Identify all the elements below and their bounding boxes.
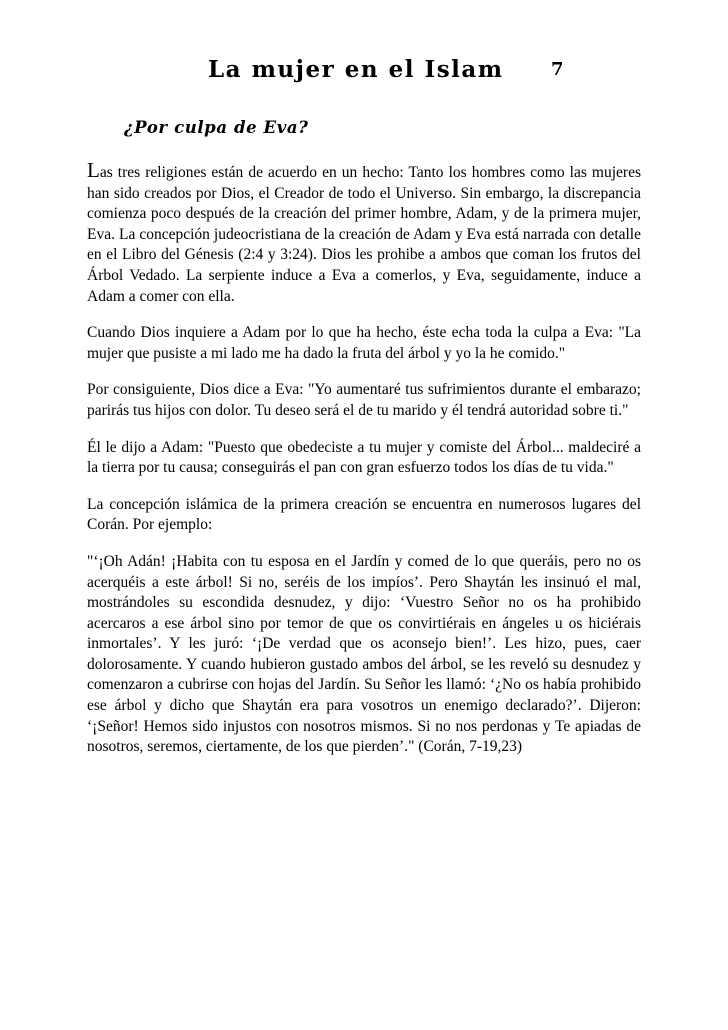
running-header [0,56,728,88]
paragraph-2: Cuando Dios inquiere a Adam por lo que ha hecho, éste echa toda la culpa a Eva: "La mujer que pusiste a mi lado me ha dado la fruta del árbol y yo la he comido." [87,324,641,362]
paragraph-5: La concepción islámica de la primera creación se encuentra en numerosos lugares del Corán. Por ejemplo: [87,495,641,534]
page-number: 7 [551,59,564,80]
paragraph-1-initial: L [87,158,100,182]
paragraph-3: Por consiguiente, Dios dice a Eva: "Yo aumentaré tus sufrimientos durante el embarazo; parirás tus hijos con dolor. Tu deseo será el de tu marido y él tendrá autoridad sobre ti." [87,381,641,419]
body-text [87,160,641,774]
section-heading: ¿Por culpa de Eva? [124,118,309,137]
paragraph-4: Él le dijo a Adam: "Puesto que obedeciste a tu mujer y comiste del Árbol... maldeciré a la tierra por tu causa; conseguirás el pan con gran esfuerzo todos los días de tu vida." [87,438,641,477]
paragraph-1-text: as tres religiones están de acuerdo en un hecho: Tanto los hombres como las mujeres han sido creados por Dios, el Creador de todo el Universo. Sin embargo, la discrepancia comienza poco después de la creación del primer hombre, Adam, y de la primera mujer, Eva. La concepción judeocristiana de la creación de Adam y Eva está narrada con detalle en el Libro del Génesis (2:4 y 3:24). Dios les prohibe a ambos que coman los frutos del Árbol Vedado. La serpiente induce a Eva a comerlos, y Eva, seguidamente, induce a Adam a comer con ella. [87,164,641,305]
paragraph-6: "‘¡Oh Adán! ¡Habita con tu esposa en el Jardín y comed de lo que queráis, pero no os acerquéis a este árbol! Si no, seréis de los impíos’. Pero Shaytán les insinuó el mal, mostrándoles su escondida desnudez, y dijo: ‘Vuestro Señor no os ha prohibido acercaros a ese árbol sino por temor de que os convirtiérais en ángeles u os hiciérais inmortales’. Y les juró: ‘¡De verdad que os aconsejo bien!’. Les hizo, pues, caer dolorosamente. Y cuando hubieron gustado ambos del árbol, se les reveló su desnudez y comenzaron a cubrirse con hojas del Jardín. Su Señor les llamó: ‘¿No os había prohibido ese árbol y dicho que Shaytán era para vosotros un enemigo declarado?’. Dijeron: ‘¡Señor! Hemos sido injustos con nosotros mismos. Si no nos perdonas y Te apiadas de nosotros, seremos, ciertamente, de los que pierden’." (Corán, 7-19,23) [87,552,641,756]
paragraph-1 [87,160,641,307]
header-title: La mujer en el Islam [208,56,504,83]
